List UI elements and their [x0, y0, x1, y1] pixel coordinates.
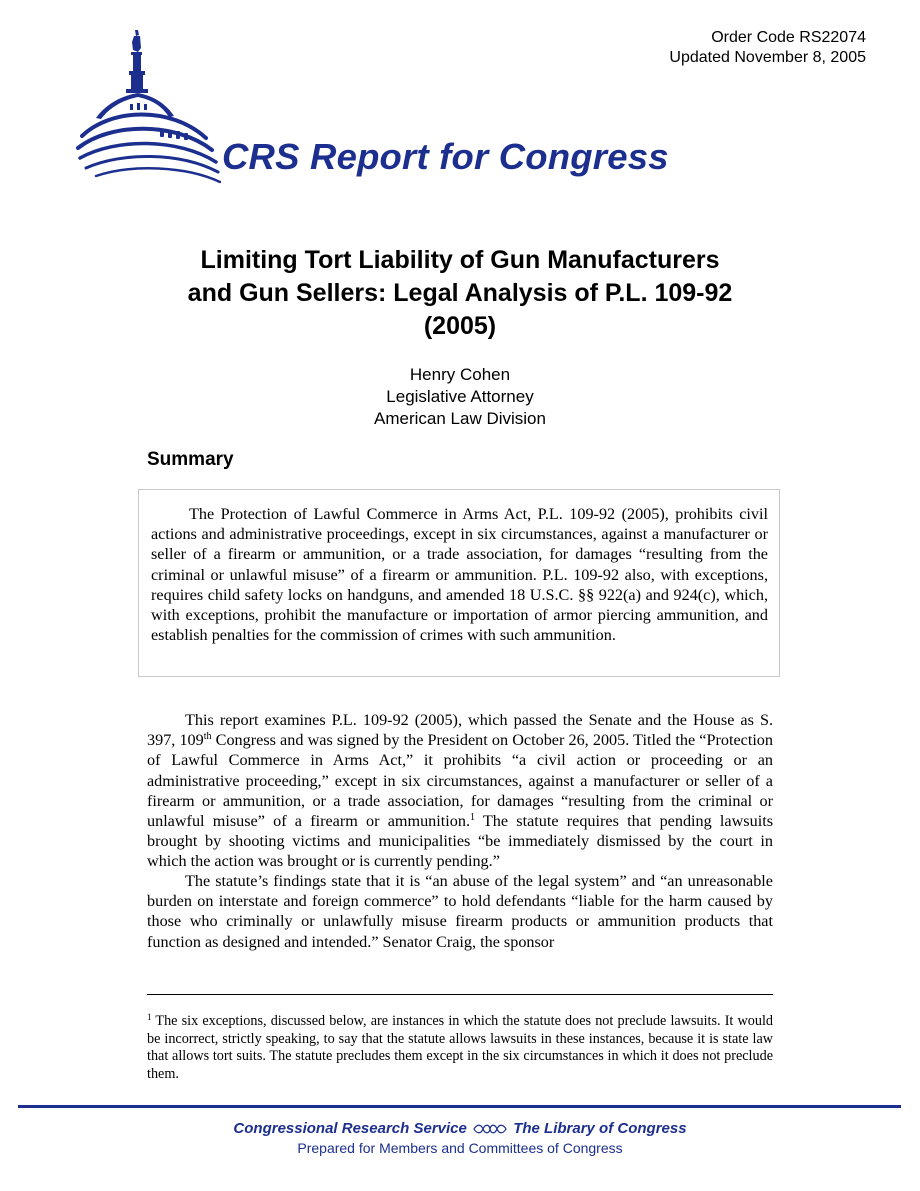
author-position: Legislative Attorney [386, 387, 534, 406]
body-paragraph-2: The statute’s findings state that it is “an abuse of the legal system” and “an unreasonable burden on interstate and foreign commerce” to hold defendants “liable for the harm caused by those who criminally or unlawfully misuse firearm products or ammunition products that function as designed and intended.” Senator Craig, the sponsor [147, 872, 773, 951]
summary-heading: Summary [147, 449, 234, 470]
title-line-1: Limiting Tort Liability of Gun Manufacturers [200, 246, 720, 274]
footnote-text: The six exceptions, discussed below, are instances in which the statute does not preclude lawsuits. It would be incorrect, strictly speaking, to say that the statute allows lawsuits in these instances, because it is state law that allows tort suits. The statute precludes them except in the six circumstances in which it does not preclude them. [147, 1013, 773, 1082]
summary-text: The Protection of Lawful Commerce in Arms Act, P.L. 109-92 (2005), prohibits civil actions and administrative proceedings, except in six circumstances, against a manufacturer or seller of a firearm or ammunition, or a trade association, for damages “resulting from the criminal or unlawful misuse” of a firearm or ammunition. P.L. 109-92 also, with exceptions, requires child safety locks on handguns, and amended 18 U.S.C. §§ 922(a) and 924(c), which, with exceptions, prohibit the manufacture or importation of armor piercing ammunition, and establish penalties for the commission of crimes with such ammunition. [151, 505, 768, 645]
para-1-part-a: This report examines P.L. 109-92 (2005), which passed the Senate and the House as S. 397, 109 [147, 711, 773, 750]
footer-subtitle: Prepared for Members and Committees of Congress [297, 1140, 623, 1156]
title-line-2: and Gun Sellers: Legal Analysis of P.L. 109-92 [187, 279, 733, 307]
order-info [669, 28, 866, 68]
footer-crs: Congressional Research Service [233, 1120, 467, 1137]
para-1-part-b: Congress and was signed by the President on October 26, 2005. Titled the “Protection of Lawful Commerce in Arms Act,” it prohibits “a civil action or proceeding or an administrative proceeding,” except in six circumstances, against a manufacturer or seller of a firearm or ammunition, or a trade association, for damages “resulting from the criminal or unlawful misuse” of a firearm or ammunition. [147, 731, 773, 831]
summary-box [138, 489, 780, 677]
footer-library: The Library of Congress [513, 1120, 687, 1137]
capitol-dome-icon [76, 26, 221, 188]
order-code: Order Code RS22074 [711, 29, 866, 46]
logo-text: CRS Report for Congress [222, 136, 669, 177]
para-1-part-c: The statute requires that pending lawsuits brought by shooting victims and municipalities “be immediately dismissed by the court in which the action was brought or is currently pending.” [147, 812, 773, 871]
footer-banner [0, 1120, 920, 1137]
footnote-number: 1 [147, 1012, 152, 1022]
author-division: American Law Division [374, 409, 546, 428]
footnote-1 [147, 1013, 773, 1083]
body-paragraph-1 [147, 710, 773, 872]
footnote-divider [147, 994, 773, 995]
ordinal-suffix: th [203, 731, 212, 743]
report-title [110, 244, 810, 343]
ornament-divider-icon [473, 1123, 507, 1135]
author-block [260, 364, 660, 430]
title-line-3: (2005) [423, 312, 497, 340]
updated-date: Updated November 8, 2005 [669, 49, 866, 66]
footer-divider [18, 1105, 901, 1108]
author-name: Henry Cohen [409, 365, 511, 384]
footnote-ref-1[interactable]: 1 [470, 812, 475, 824]
